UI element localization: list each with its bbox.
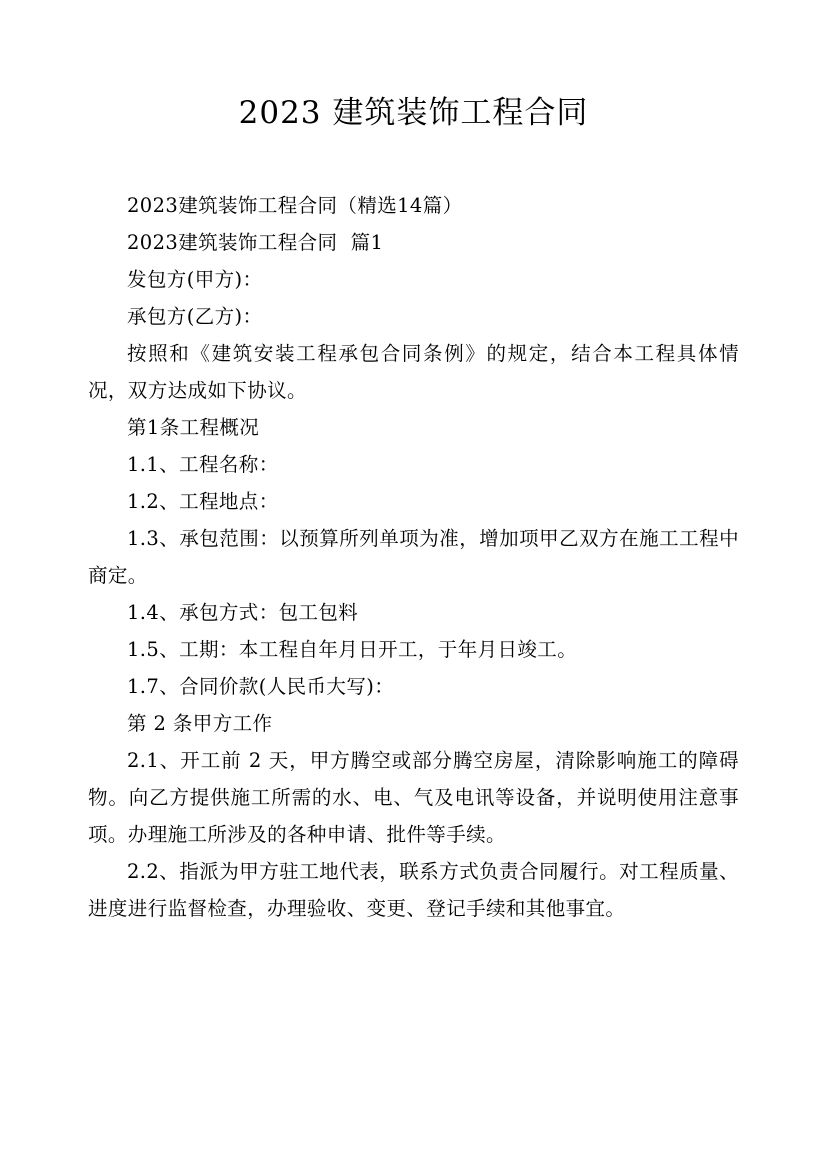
page-title: 2023 建筑装饰工程合同 <box>238 95 589 131</box>
paragraph: 2.1、开工前 2 天，甲方腾空或部分腾空房屋，清除影响施工的障碍物。向乙方提供施工所需的水、电、气及电讯等设备，并说明使用注意事项。办理施工所涉及的各种申请、批件等手续。 <box>88 749 739 847</box>
paragraph: 1.2、工程地点： <box>127 490 279 514</box>
paragraph: 按照和《建筑安装工程承包合同条例》的规定，结合本工程具体情况，双方达成如下协议。 <box>88 342 739 403</box>
paragraph: 第1条工程概况 <box>127 416 260 440</box>
paragraph: 承包方(乙方)： <box>127 305 263 329</box>
paragraph: 2023建筑装饰工程合同（精选14篇） <box>127 194 463 218</box>
document-body <box>88 0 739 1170</box>
paragraph: 1.1、工程名称： <box>127 453 279 477</box>
paragraph: 2.2、指派为甲方驻工地代表，联系方式负责合同履行。对工程质量、进度进行监督检查，办理验收、变更、登记手续和其他事宜。 <box>88 860 739 921</box>
paragraph: 发包方(甲方)： <box>127 268 263 292</box>
paragraph: 2023建筑装饰工程合同 篇1 <box>127 231 384 255</box>
paragraph: 1.4、承包方式：包工包料 <box>127 601 359 625</box>
paragraph: 1.3、承包范围：以预算所列单项为准，增加项甲乙双方在施工工程中商定。 <box>88 527 739 588</box>
title-spacer <box>88 132 739 187</box>
paragraph: 第 2 条甲方工作 <box>127 712 273 736</box>
paragraph: 1.5、工期：本工程自年月日开工，于年月日竣工。 <box>127 638 578 662</box>
paragraph: 1.7、合同价款(人民币大写)： <box>127 675 395 699</box>
